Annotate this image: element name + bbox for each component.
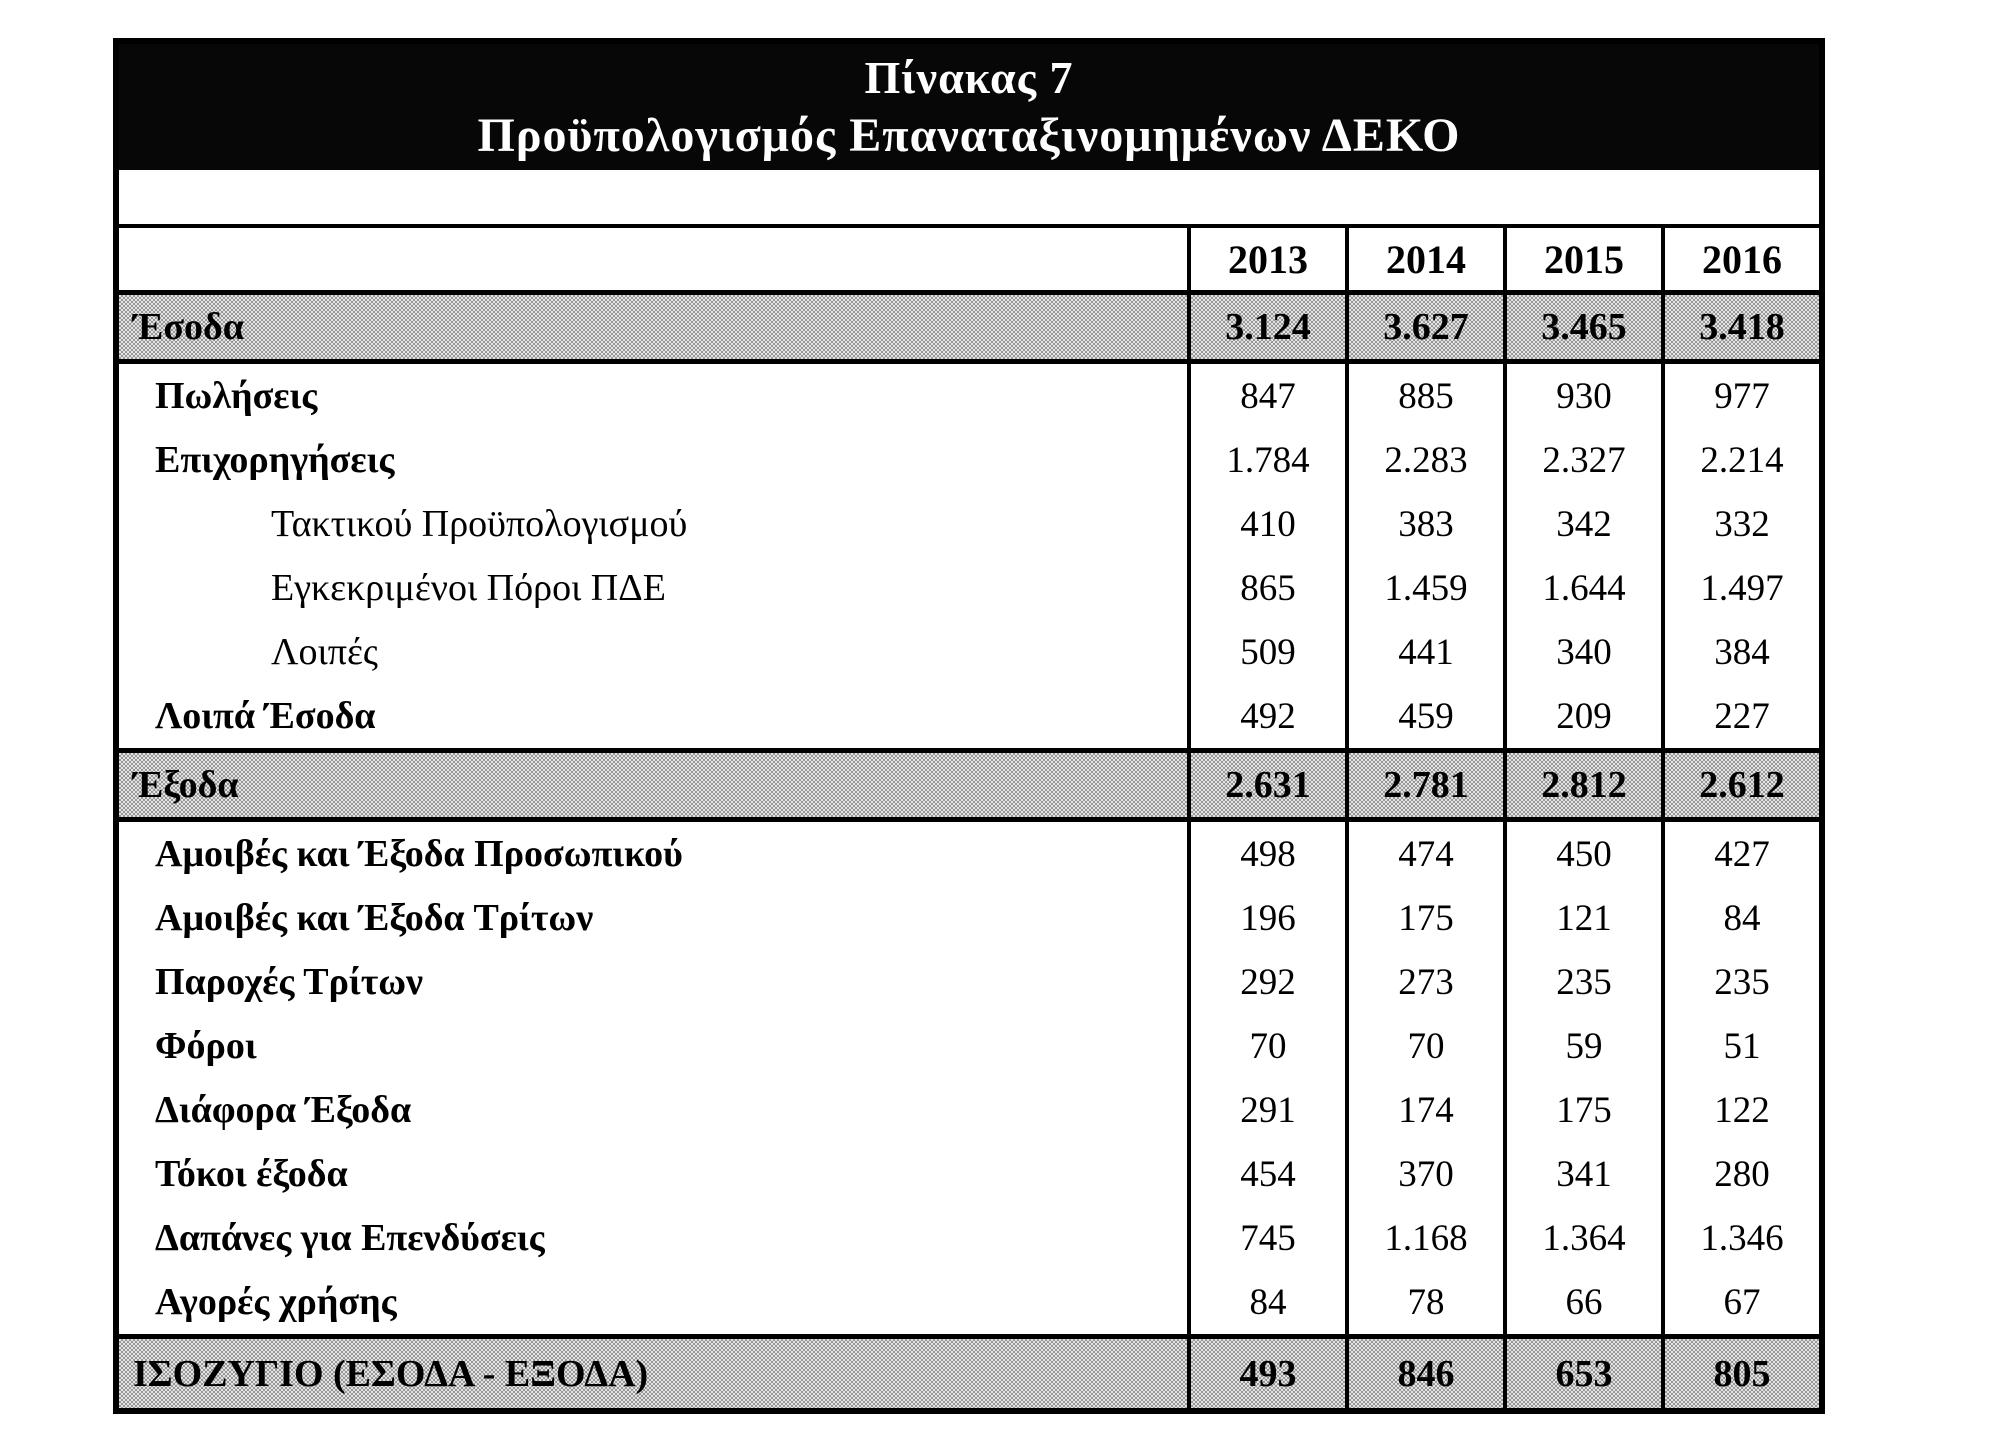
value-cell: 209 bbox=[1503, 684, 1661, 748]
value-cell: 846 bbox=[1345, 1339, 1503, 1408]
value-cell: 509 bbox=[1187, 620, 1345, 684]
row-label: Παροχές Τρίτων bbox=[155, 961, 424, 1003]
value-cell: 847 bbox=[1187, 364, 1345, 428]
value-cell: 280 bbox=[1661, 1142, 1819, 1206]
row-label: Τόκοι έξοδα bbox=[155, 1153, 348, 1195]
row-label: Λοιπές bbox=[271, 631, 378, 673]
value-cell: 1.168 bbox=[1345, 1206, 1503, 1270]
table-row bbox=[119, 822, 1819, 886]
value-cell: 340 bbox=[1503, 620, 1661, 684]
row-label: Έσοδα bbox=[133, 306, 244, 348]
table-7 bbox=[113, 38, 1825, 1414]
value-cell: 175 bbox=[1345, 886, 1503, 950]
value-cell: 175 bbox=[1503, 1078, 1661, 1142]
value-cell: 370 bbox=[1345, 1142, 1503, 1206]
budget-table bbox=[119, 224, 1819, 1408]
value-cell: 410 bbox=[1187, 492, 1345, 556]
table-row bbox=[119, 1142, 1819, 1206]
value-cell: 70 bbox=[1187, 1014, 1345, 1078]
row-label: Φόροι bbox=[155, 1025, 257, 1067]
table-row bbox=[119, 428, 1819, 492]
value-cell: 2.327 bbox=[1503, 428, 1661, 492]
value-cell: 78 bbox=[1345, 1270, 1503, 1334]
year-column-header: 2016 bbox=[1661, 228, 1819, 290]
value-cell: 427 bbox=[1661, 822, 1819, 886]
value-cell: 1.346 bbox=[1661, 1206, 1819, 1270]
value-cell: 342 bbox=[1503, 492, 1661, 556]
row-label: Λοιπά Έσοδα bbox=[155, 695, 376, 737]
value-cell: 2.631 bbox=[1187, 753, 1345, 817]
value-cell: 122 bbox=[1661, 1078, 1819, 1142]
value-cell: 59 bbox=[1503, 1014, 1661, 1078]
value-cell: 3.418 bbox=[1661, 295, 1819, 359]
value-cell: 1.644 bbox=[1503, 556, 1661, 620]
table-row bbox=[119, 556, 1819, 620]
value-cell: 2.781 bbox=[1345, 753, 1503, 817]
row-label: Τακτικού Προϋπολογισμού bbox=[271, 503, 688, 545]
table-row bbox=[119, 1014, 1819, 1078]
row-label: ΙΣΟΖΥΓΙΟ (ΕΣΟΔΑ - ΕΞΟΔΑ) bbox=[133, 1352, 649, 1395]
value-cell: 930 bbox=[1503, 364, 1661, 428]
table-row bbox=[119, 492, 1819, 556]
value-cell: 51 bbox=[1661, 1014, 1819, 1078]
value-cell: 84 bbox=[1187, 1270, 1345, 1334]
value-cell: 66 bbox=[1503, 1270, 1661, 1334]
value-cell: 2.214 bbox=[1661, 428, 1819, 492]
table-row bbox=[119, 1078, 1819, 1142]
value-cell: 3.124 bbox=[1187, 295, 1345, 359]
year-column-header: 2015 bbox=[1503, 228, 1661, 290]
table-row bbox=[119, 684, 1819, 748]
value-cell: 492 bbox=[1187, 684, 1345, 748]
value-cell: 292 bbox=[1187, 950, 1345, 1014]
table-row bbox=[119, 1206, 1819, 1270]
row-label: Δαπάνες για Επενδύσεις bbox=[155, 1217, 545, 1259]
row-label: Επιχορηγήσεις bbox=[155, 439, 395, 481]
value-cell: 384 bbox=[1661, 620, 1819, 684]
table-row bbox=[119, 950, 1819, 1014]
value-cell: 977 bbox=[1661, 364, 1819, 428]
section-row bbox=[119, 290, 1819, 364]
value-cell: 498 bbox=[1187, 822, 1345, 886]
row-label: Πωλήσεις bbox=[155, 375, 318, 417]
section-row bbox=[119, 1334, 1819, 1408]
value-cell: 235 bbox=[1661, 950, 1819, 1014]
row-label: Έξοδα bbox=[133, 764, 239, 806]
header-empty-cell bbox=[119, 228, 1187, 290]
value-cell: 885 bbox=[1345, 364, 1503, 428]
value-cell: 3.465 bbox=[1503, 295, 1661, 359]
value-cell: 291 bbox=[1187, 1078, 1345, 1142]
table-row bbox=[119, 620, 1819, 684]
value-cell: 1.364 bbox=[1503, 1206, 1661, 1270]
value-cell: 454 bbox=[1187, 1142, 1345, 1206]
table-number: Πίνακας 7 bbox=[864, 52, 1074, 103]
value-cell: 332 bbox=[1661, 492, 1819, 556]
table-title: Προϋπολογισμός Επαναταξινομημένων ΔΕΚΟ bbox=[477, 109, 1461, 162]
value-cell: 653 bbox=[1503, 1339, 1661, 1408]
row-label: Αγορές χρήσης bbox=[155, 1281, 397, 1323]
value-cell: 235 bbox=[1503, 950, 1661, 1014]
value-cell: 84 bbox=[1661, 886, 1819, 950]
value-cell: 174 bbox=[1345, 1078, 1503, 1142]
table-title-bar bbox=[119, 44, 1819, 170]
title-gap bbox=[119, 170, 1819, 224]
value-cell: 383 bbox=[1345, 492, 1503, 556]
year-column-header: 2013 bbox=[1187, 228, 1345, 290]
value-cell: 805 bbox=[1661, 1339, 1819, 1408]
table-row bbox=[119, 364, 1819, 428]
table-row bbox=[119, 1270, 1819, 1334]
value-cell: 121 bbox=[1503, 886, 1661, 950]
value-cell: 2.812 bbox=[1503, 753, 1661, 817]
year-column-header: 2014 bbox=[1345, 228, 1503, 290]
value-cell: 474 bbox=[1345, 822, 1503, 886]
value-cell: 341 bbox=[1503, 1142, 1661, 1206]
value-cell: 1.497 bbox=[1661, 556, 1819, 620]
value-cell: 67 bbox=[1661, 1270, 1819, 1334]
value-cell: 227 bbox=[1661, 684, 1819, 748]
year-header-row bbox=[119, 228, 1819, 290]
value-cell: 3.627 bbox=[1345, 295, 1503, 359]
value-cell: 2.612 bbox=[1661, 753, 1819, 817]
value-cell: 450 bbox=[1503, 822, 1661, 886]
row-label: Αμοιβές και Έξοδα Τρίτων bbox=[155, 897, 594, 939]
value-cell: 745 bbox=[1187, 1206, 1345, 1270]
row-label: Διάφορα Έξοδα bbox=[155, 1089, 412, 1131]
value-cell: 441 bbox=[1345, 620, 1503, 684]
value-cell: 70 bbox=[1345, 1014, 1503, 1078]
table-row bbox=[119, 886, 1819, 950]
section-row bbox=[119, 748, 1819, 822]
value-cell: 1.459 bbox=[1345, 556, 1503, 620]
value-cell: 1.784 bbox=[1187, 428, 1345, 492]
value-cell: 273 bbox=[1345, 950, 1503, 1014]
value-cell: 493 bbox=[1187, 1339, 1345, 1408]
row-label: Αμοιβές και Έξοδα Προσωπικού bbox=[155, 833, 683, 875]
value-cell: 865 bbox=[1187, 556, 1345, 620]
row-label: Εγκεκριμένοι Πόροι ΠΔΕ bbox=[271, 567, 666, 609]
value-cell: 2.283 bbox=[1345, 428, 1503, 492]
value-cell: 459 bbox=[1345, 684, 1503, 748]
value-cell: 196 bbox=[1187, 886, 1345, 950]
